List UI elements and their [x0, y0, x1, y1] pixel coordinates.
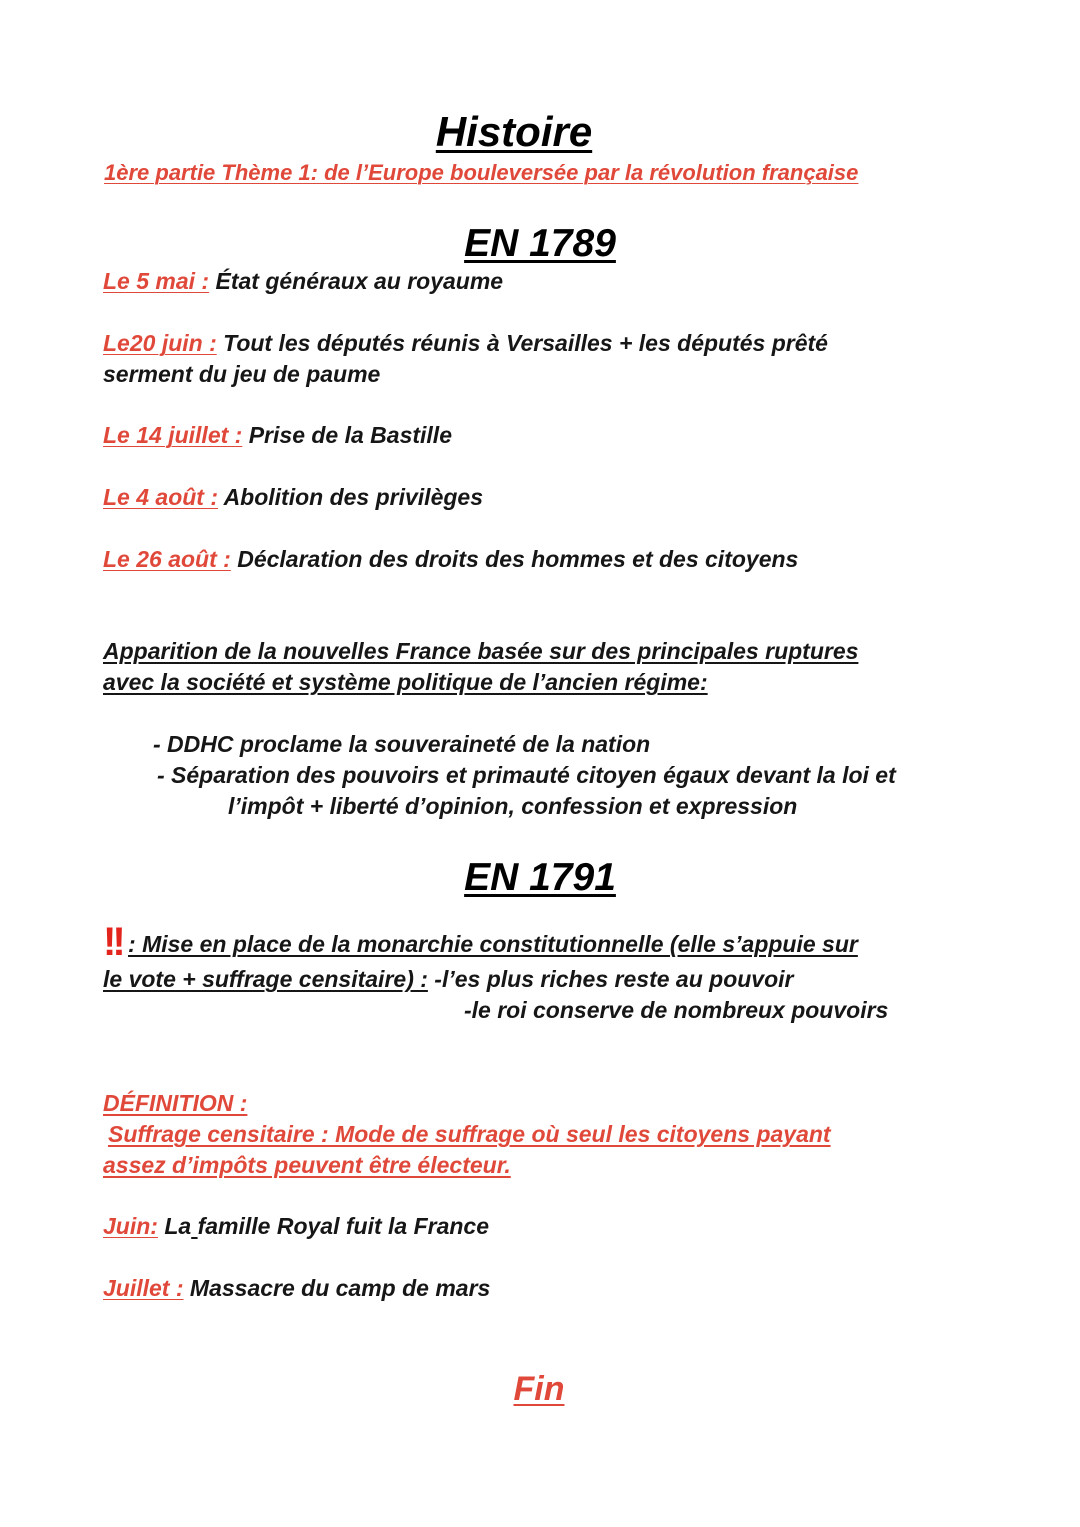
event-date: Le 14 juillet : [103, 422, 243, 448]
event-text: Massacre du camp de mars [189, 1275, 491, 1301]
heading-1789: EN 1789 [464, 222, 616, 265]
rupture-item: - DDHC proclame la souveraineté de la nation [153, 731, 651, 757]
rupture-item-continued: l’impôt + liberté d’opinion, confession et expression [228, 793, 798, 819]
event-text: État généraux au royaume [215, 268, 504, 294]
ruptures-heading-line-1: Apparition de la nouvelles France basée sur des principales ruptures [103, 638, 859, 664]
event-date: Juin: [103, 1213, 158, 1239]
double-exclamation-icon: !! [103, 920, 122, 964]
event-date: Le20 juin : [103, 330, 217, 356]
page-subtitle: 1ère partie Thème 1: de l’Europe bouleversée par la révolution française [104, 160, 859, 185]
event-5-mai [103, 268, 503, 295]
event-14-juillet [103, 422, 452, 449]
end-label: Fin [513, 1370, 565, 1408]
definition-line-2: assez d’impôts peuvent être électeur. [103, 1152, 511, 1178]
monarchy-line-1 [103, 920, 858, 965]
definition-label: DÉFINITION : [103, 1090, 248, 1116]
event-text: Prise de la Bastille [248, 422, 452, 448]
monarchy-text-underlined: le vote + suffrage censitaire) : [103, 966, 428, 992]
event-26-aout [103, 546, 798, 573]
event-text: Abolition des privilèges [223, 484, 483, 510]
definition-line-1: Suffrage censitaire : Mode de suffrage où seul les citoyens payant [108, 1121, 831, 1147]
monarchy-text-rest: -l’es plus riches reste au pouvoir [434, 966, 794, 992]
event-date: Le 4 août : [103, 484, 219, 510]
page-title: Histoire [435, 108, 593, 155]
event-text: Déclaration des droits des hommes et des citoyens [237, 546, 799, 572]
event-text [164, 1213, 489, 1239]
rupture-item: - Séparation des pouvoirs et primauté citoyen égaux devant la loi et [157, 762, 896, 788]
event-date: Le 5 mai : [103, 268, 210, 294]
event-4-aout [103, 484, 483, 511]
monarchy-line-3: -le roi conserve de nombreux pouvoirs [464, 997, 889, 1023]
monarchy-line-2 [103, 966, 793, 993]
event-juillet [103, 1275, 490, 1302]
event-20-juin-continued: serment du jeu de paume [103, 361, 381, 387]
event-20-juin [103, 330, 828, 357]
event-juin [103, 1213, 489, 1240]
event-text-start: La [164, 1213, 192, 1239]
event-date: Le 26 août : [103, 546, 231, 572]
event-date: Juillet : [103, 1275, 184, 1301]
heading-1791: EN 1791 [464, 856, 616, 899]
monarchy-text: : Mise en place de la monarchie constitutionnelle (elle s’appuie sur [128, 931, 858, 957]
event-text-end: famille Royal fuit la France [197, 1213, 489, 1239]
event-text: Tout les députés réunis à Versailles + les députés prêté [223, 330, 828, 356]
ruptures-heading-line-2: avec la société et système politique de l’ancien régime: [103, 669, 708, 695]
